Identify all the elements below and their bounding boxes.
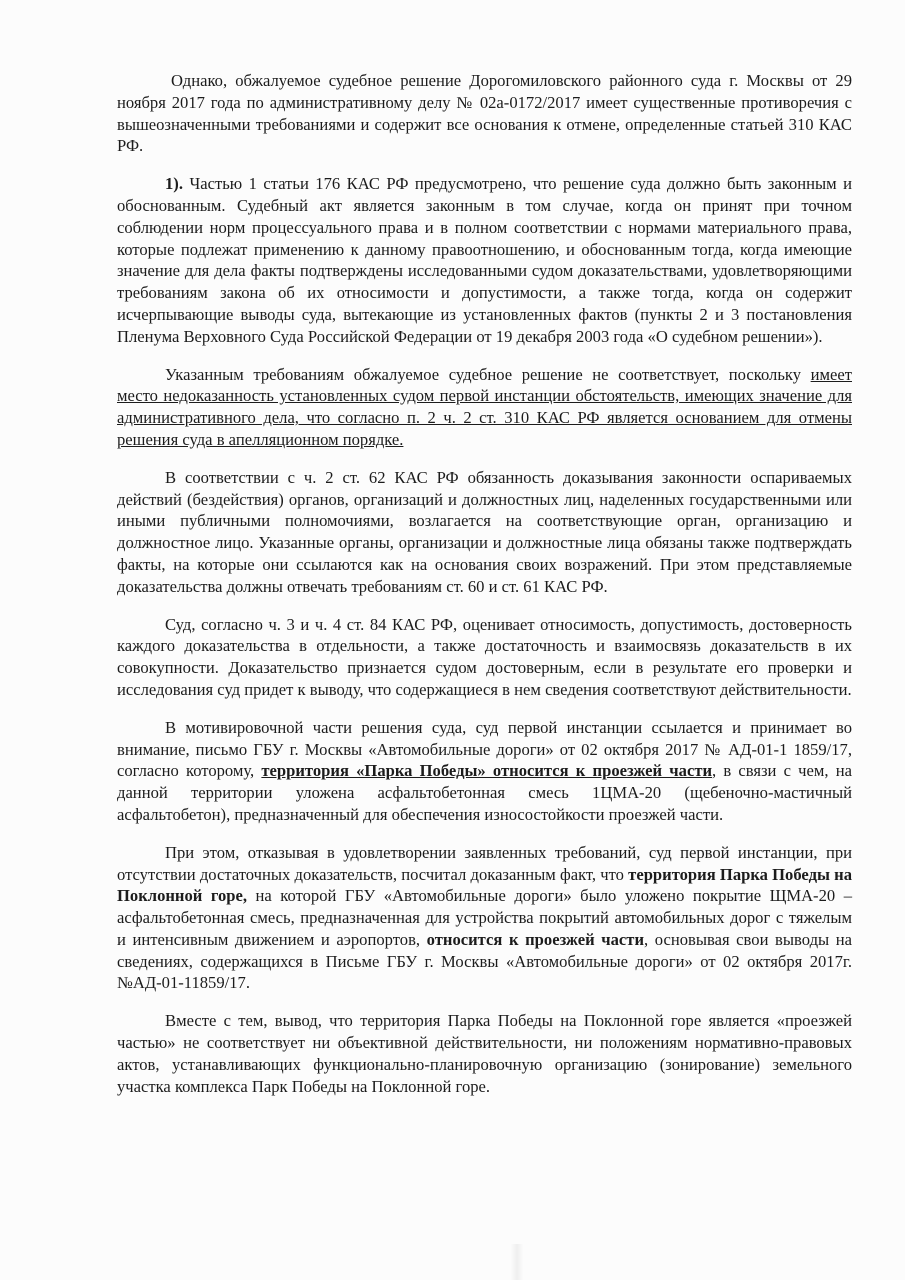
paragraph-non-compliance-text: Указанным требованиям обжалуемое судебное решение не соответствует, поскольку bbox=[165, 364, 811, 384]
scan-artifact bbox=[510, 1244, 524, 1280]
emphasis-park-territory: территория Парка Победы на Поклонной горе, bbox=[117, 864, 852, 906]
paragraph-burden-of-proof: В соответствии с ч. 2 ст. 62 КАС РФ обязанность доказывания законности оспариваемых действий (бездействия) органов, организаций и должностных лиц, наделенных государственными или иными публичными полномочиями, возлагается на соответствующие орган, организацию и должностное лицо. Указанные органы, организации и должностные лица обязаны также подтверждать факты, на которые они ссылаются как на основания своих возражений. При этом представляемые доказательства должны отвечать требованиям ст. 60 и ст. 61 КАС РФ. bbox=[117, 467, 852, 596]
paragraph-reasoning-tail: , в связи с чем, на данной территории уложена асфальтобетонная смесь 1ЦМА-20 (щебеночно-мастичный асфальтобетон), предназначенный для обеспечения износостойкости проезжей части. bbox=[117, 761, 852, 824]
paragraph-refusal-text: При этом, отказывая в удовлетворении заявленных требований, суд первой инстанции, при отсутствии достаточных доказательств, посчитал доказанным факт, что bbox=[117, 842, 852, 884]
paragraph-reasoning-text: В мотивировочной части решения суда, суд первой инстанции ссылается и принимает во внимание, письмо ГБУ г. Москвы «Автомобильные дороги» от 02 октября 2017 № АД-01-1 1859/17, согласно которому, bbox=[117, 717, 852, 781]
emphasis-carriageway-2: относится к проезжей части bbox=[426, 929, 644, 949]
paragraph-reasoning bbox=[117, 717, 852, 826]
underlined-grounds: имеет место недоказанность установленных судом первой инстанции обстоятельств, имеющих значение для административного дела, что согласно п. 2 ч. 2 ст. 310 КАС РФ является основанием для отмены решения суда в апелляционном порядке. bbox=[117, 364, 852, 449]
paragraph-intro: Однако, обжалуемое судебное решение Дорогомиловского районного суда г. Москвы от 29 ноября 2017 года по административному делу № 02а-0172/2017 имеет существенные противоречия с вышеозначенными требованиями и содержит все основания к отмене, определенные статьей 310 КАС РФ. bbox=[117, 71, 852, 156]
paragraph-evidence-evaluation: Суд, согласно ч. 3 и ч. 4 ст. 84 КАС РФ, оценивает относимость, допустимость, достоверность каждого доказательства в отдельности, а также достаточность и взаимосвязь доказательств в их совокупности. Доказательство признается судом достоверным, если в результате его проверки и исследования суд придет к выводу, что содержащиеся в нем сведения соответствуют действительности. bbox=[117, 614, 852, 699]
paragraph-refusal-middle: на которой ГБУ «Автомобильные дороги» было уложено покрытие ЩМА-20 – асфальтобетонная смесь, предназначенная для устройства покрытий автомобильных дорог с тяжелым и интенсивным движением и аэропортов, bbox=[117, 886, 852, 949]
paragraph-refusal-tail: , основывая свои выводы на сведениях, содержащихся в Письме ГБУ г. Москвы «Автомобильные дороги» от 02 октября 2017г. №АД-01-11859/17. bbox=[117, 929, 852, 993]
point-marker: 1). bbox=[165, 174, 183, 194]
paragraph-conclusion: Вместе с тем, вывод, что территория Парка Победы на Поклонной горе является «проезжей частью» не соответствует ни объективной действительности, ни положениям нормативно-правовых актов, устанавливающих функционально-планировочную организацию (зонирование) земельного участка комплекса Парк Победы на Поклонной горе. bbox=[117, 1011, 852, 1096]
emphasis-carriageway: территория «Парка Победы» относится к проезжей части bbox=[261, 761, 713, 781]
paragraph-refusal bbox=[117, 842, 852, 995]
document-body bbox=[117, 70, 852, 1097]
paragraph-point-1-text: Частью 1 статьи 176 КАС РФ предусмотрено, что решение суда должно быть законным и обоснованным. Судебный акт является законным в том случае, когда он принят при точном соблюдении норм процессуального права и в полном соответствии с нормами материального права, которые подлежат применению к данному правоотношению, и обоснованным тогда, когда имеющие значение для дела факты подтверждены исследованными судом доказательствами, удовлетворяющими требованиям закона об их относимости и допустимости, а также тогда, когда он содержит исчерпывающие выводы суда, вытекающие из установленных фактов (пункты 2 и 3 постановления Пленума Верховного Суда Российской Федерации от 19 декабря 2003 года «О судебном решении»). bbox=[117, 174, 852, 346]
paragraph-non-compliance bbox=[117, 364, 852, 451]
paragraph-point-1 bbox=[117, 173, 852, 347]
